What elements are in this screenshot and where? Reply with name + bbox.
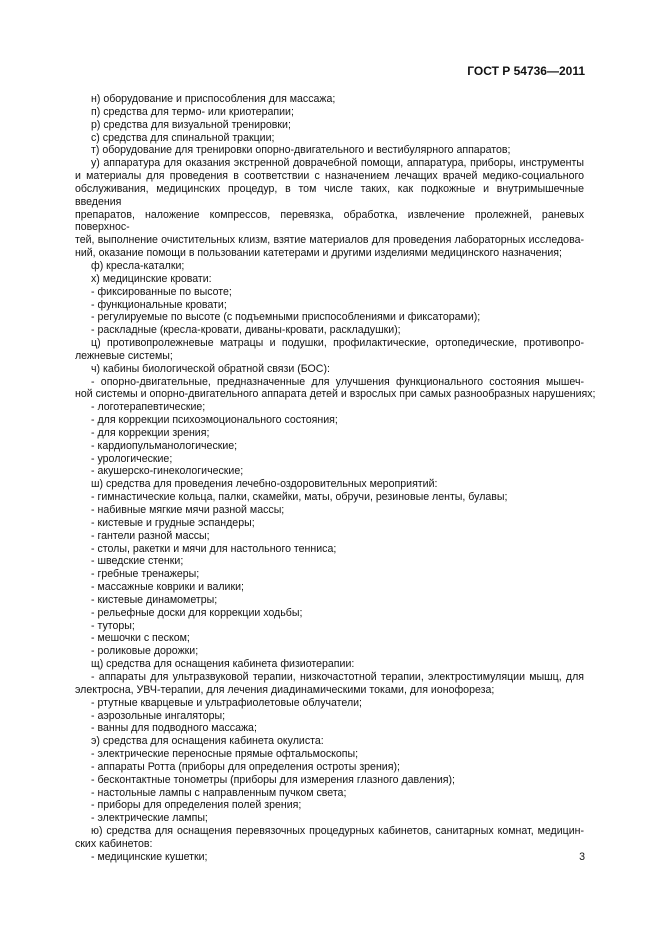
text-line: - раскладные (кресла-кровати, диваны-кровати, раскладушки);: [91, 324, 401, 337]
text-line: - настольные лампы с направленным пучком света;: [91, 786, 347, 799]
text-line: - массажные коврики и валики;: [91, 581, 244, 594]
text-line: - мешочки с песком;: [91, 632, 190, 645]
text-line: у) аппаратура для оказания экстренной доврачебной помощи, аппаратура, приборы, инструменты: [91, 157, 584, 170]
text-line: р) средства для визуальной тренировки;: [91, 118, 291, 131]
text-line: - столы, ракетки и мячи для настольного тенниса;: [91, 542, 337, 555]
text-line: - регулируемые по высоте (с подъемными приспособлениями и фиксаторами);: [91, 311, 481, 324]
text-line: - кистевые динамометры;: [91, 593, 218, 606]
text-line: - аэрозольные ингаляторы;: [91, 709, 226, 722]
text-line: - аппараты Ротта (приборы для определения остроты зрения);: [91, 760, 400, 773]
text-line: - ванны для подводного массажа;: [91, 722, 257, 735]
text-line: ю) средства для оснащения перевязочных процедурных кабинетов, санитарных комнат, медицин-: [91, 825, 584, 838]
text-line: - рельефные доски для коррекции ходьбы;: [91, 606, 303, 619]
text-line: ц) противопролежневые матрацы и подушки, профилактические, ортопедические, противопро-: [91, 337, 584, 350]
text-line: - электрические лампы;: [91, 812, 208, 825]
text-line: - акушерско-гинекологические;: [91, 465, 244, 478]
text-line: препаратов, наложение компрессов, перевязка, обработка, извлечение пролежней, раневых поверхнос-: [75, 208, 584, 234]
text-line: х) медицинские кровати:: [91, 272, 212, 285]
text-line: ских кабинетов:: [75, 837, 153, 850]
text-line: - бесконтактные тонометры (приборы для измерения глазного давления);: [91, 773, 455, 786]
text-line: - гимнастические кольца, палки, скамейки, маты, обручи, резиновые ленты, булавы;: [91, 491, 508, 504]
text-line: ч) кабины биологической обратной связи (БОС):: [91, 362, 330, 375]
text-line: - ртутные кварцевые и ультрафиолетовые облучатели;: [91, 696, 362, 709]
text-line: электросна, УВЧ-терапии, для лечения диадинамическими токами, для ионофореза;: [75, 683, 495, 696]
text-line: э) средства для оснащения кабинета окулиста:: [91, 735, 324, 748]
text-line: - функциональные кровати;: [91, 298, 227, 311]
text-line: - урологические;: [91, 452, 173, 465]
text-line: тей, выполнение очистительных клизм, взятие материалов для проведения лабораторных исследова-: [75, 234, 584, 247]
text-line: - фиксированные по высоте;: [91, 285, 232, 298]
text-line: - логотерапевтические;: [91, 401, 206, 414]
text-line: - опорно-двигательные, предназначенные для улучшения функционального состояния мышеч-: [91, 375, 584, 388]
page-number: 3: [579, 851, 585, 863]
text-line: ф) кресла-каталки;: [91, 259, 185, 272]
text-line: и материалы для проведения в соответствии с назначением лечащих врачей медико-социального: [75, 170, 584, 183]
text-line: - гребные тренажеры;: [91, 568, 200, 581]
text-line: п) средства для термо- или криотерапии;: [91, 105, 294, 118]
text-line: ний, оказание помощи в пользовании катетерами и другими изделиями медицинского назначения;: [75, 247, 562, 260]
text-line: с) средства для спинальной тракции;: [91, 131, 275, 144]
text-line: - набивные мягкие мячи разной массы;: [91, 504, 285, 516]
text-line: - туторы;: [91, 619, 135, 632]
text-line: обслуживания, медицинских процедур, в том числе таких, как подкожные и внутримышечные введения: [75, 182, 584, 208]
text-line: - приборы для определения полей зрения;: [91, 799, 302, 812]
text-line: т) оборудование для тренировки опорно-двигательного и вестибулярного аппаратов;: [91, 144, 511, 157]
text-line: лежневые системы;: [75, 349, 173, 362]
text-line: - роликовые дорожки;: [91, 645, 199, 658]
text-line: - шведские стенки;: [91, 555, 184, 568]
text-line: - аппараты для ультразвуковой терапии, низкочастотной терапии, электростимуляции мышц, для: [91, 670, 584, 683]
document-body: [75, 93, 596, 864]
text-line: щ) средства для оснащения кабинета физиотерапии:: [91, 658, 355, 671]
standard-code: ГОСТ Р 54736—2011: [467, 64, 585, 78]
text-line: - кистевые и грудные эспандеры;: [91, 516, 255, 529]
text-line: ной системы и опорно-двигательного аппарата детей и взрослых при самых разнообразных нарушениях;: [75, 388, 596, 401]
text-line: - для коррекции психоэмоционального состояния;: [91, 414, 338, 427]
text-line: - электрические переносные прямые офтальмоскопы;: [91, 748, 359, 761]
text-line: - кардиопульманологические;: [91, 439, 238, 452]
text-line: - медицинские кушетки;: [91, 850, 208, 863]
text-line: - гантели разной массы;: [91, 529, 210, 542]
text-line: - для коррекции зрения;: [91, 426, 210, 439]
text-line: ш) средства для проведения лечебно-оздоровительных мероприятий:: [91, 478, 438, 491]
text-line: н) оборудование и приспособления для массажа;: [91, 93, 336, 105]
